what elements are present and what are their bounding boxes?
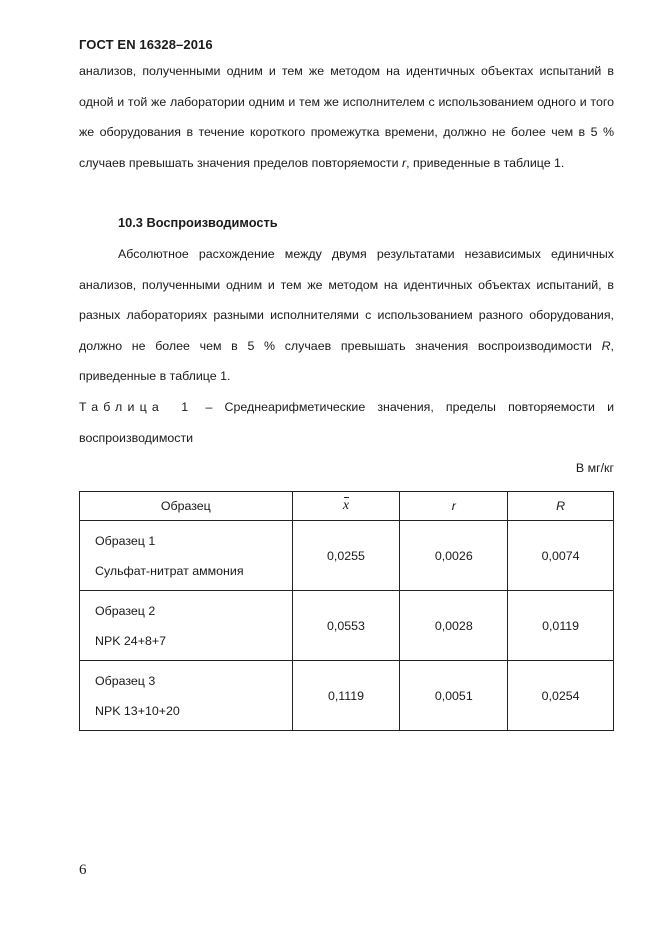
- reproducibility-text-end: , приведенные в таблице 1.: [79, 338, 614, 383]
- section-heading: 10.3 Воспроизводимость: [118, 215, 278, 230]
- header-sample: Образец: [80, 492, 293, 521]
- repeatability-value: 0,0026: [400, 521, 508, 591]
- mean-value: 0,0553: [292, 591, 400, 661]
- repeatability-text: анализов, полученными одним и тем же методом на идентичных объектах испытаний в одной и той же лаборатории одним и тем же исполнителем с использованием одного и того же оборудования в течение короткого промежутка времени, должно не более чем в 5 % случаев превышать значения пределов повторяемости: [79, 64, 614, 170]
- mean-value: 0,0255: [292, 521, 400, 591]
- sample-description: Сульфат-нитрат аммония: [95, 563, 244, 578]
- repeatability-value: 0,0028: [400, 591, 508, 661]
- table-row: [80, 521, 614, 591]
- sample-name: Образец 3: [95, 673, 156, 688]
- document-code: ГОСТ EN 16328–2016: [79, 37, 213, 52]
- sample-name: Образец 1: [95, 533, 156, 548]
- reproducibility-paragraph: [79, 239, 614, 392]
- reproducibility-symbol: R: [601, 338, 611, 353]
- header-mean: [292, 492, 400, 521]
- repeatability-text-end: , приведенные в таблице 1.: [406, 155, 565, 170]
- reproducibility-value: 0,0119: [508, 591, 614, 661]
- page-number: 6: [79, 862, 87, 878]
- sample-cell: [80, 521, 293, 591]
- table-row: [80, 661, 614, 731]
- table-units: В мг/кг: [575, 461, 614, 475]
- table-caption: [79, 392, 614, 453]
- results-table: [79, 491, 614, 731]
- repeatability-symbol: r: [401, 155, 407, 170]
- reproducibility-value: 0,0074: [508, 521, 614, 591]
- table-caption-label: Таблица 1: [79, 400, 194, 414]
- reproducibility-text: Абсолютное расхождение между двумя результатами независимых единичных анализов, полученными одним и тем же методом на идентичных объектах испытаний, в разных лабораториях разными исполнителями с использованием разного оборудования, должно не более чем в 5 % случаев превышать значения воспроизводимости: [79, 247, 614, 353]
- sample-description: NPK 13+10+20: [95, 703, 180, 718]
- header-repeatability: r: [400, 492, 508, 521]
- table-header-row: [80, 492, 614, 521]
- header-reproducibility: R: [508, 492, 614, 521]
- mean-symbol: x: [342, 498, 350, 513]
- sample-cell: [80, 661, 293, 731]
- repeatability-value: 0,0051: [400, 661, 508, 731]
- sample-name: Образец 2: [95, 603, 156, 618]
- sample-cell: [80, 591, 293, 661]
- table-caption-text: Среднеарифметические значения, пределы повторяемости и воспроизводимости: [79, 400, 615, 445]
- reproducibility-value: 0,0254: [508, 661, 614, 731]
- table-caption-dash: –: [193, 400, 225, 414]
- sample-description: NPK 24+8+7: [95, 633, 166, 648]
- repeatability-paragraph: [79, 56, 614, 178]
- table-row: [80, 591, 614, 661]
- mean-value: 0,1119: [292, 661, 400, 731]
